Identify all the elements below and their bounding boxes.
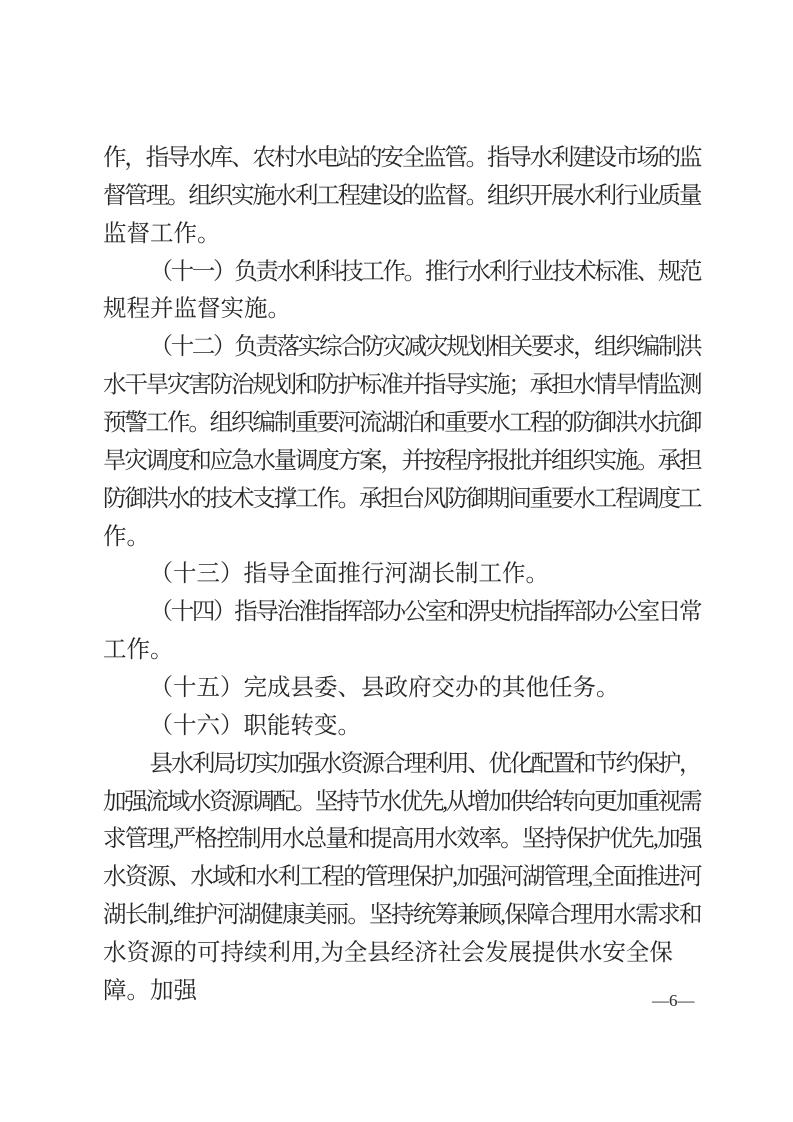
paragraph-item-14 — [103, 594, 700, 670]
text-line: 作，指导水库、农村水电站的安全监管。指导水利建设市场的监 — [103, 145, 700, 171]
text-line: 作。 — [103, 523, 150, 550]
paragraph-item-13 — [103, 556, 700, 594]
paragraph-closing — [103, 746, 700, 1011]
text-line: 监督工作。 — [103, 220, 221, 247]
text-line: （十二）负责落实综合防灾减灾规划相关要求，组织编制洪 — [149, 334, 700, 361]
text-line: 督管理。组织实施水利工程建设的监督。组织开展水利行业质量 — [103, 182, 700, 209]
text-line: 湖长制,维护河湖健康美丽。坚持统筹兼顾,保障合理用水需求和 — [103, 902, 700, 929]
paragraph-item-15 — [103, 670, 700, 708]
text-line: （十六）职能转变。 — [149, 712, 362, 739]
text-line: 防御洪水的技术支撑工作。承担台风防御期间重要水工程调度工 — [103, 485, 700, 512]
page-number: —6— — [652, 991, 695, 1010]
text-line: 工作。 — [103, 637, 174, 664]
paragraph-item-11 — [103, 254, 700, 330]
paragraph-item-12 — [103, 329, 700, 556]
text-line: 求管理,严格控制用水总量和提高用水效率。坚持保护优先,加强 — [103, 826, 700, 853]
text-line: 加强流域水资源调配。坚持节水优先,从增加供给转向更加重视需 — [103, 788, 700, 815]
text-line: （十五）完成县委、县政府交办的其他任务。 — [149, 675, 620, 702]
text-line: （十四）指导治淮指挥部办公室和淠史杭指挥部办公室日常 — [149, 599, 700, 626]
text-line: 规程并监督实施。 — [103, 296, 291, 323]
paragraph-item-16 — [103, 708, 700, 746]
text-line: 水干旱灾害防治规划和防护标准并指导实施；承担水情旱情监测 — [103, 372, 700, 399]
text-line: 旱灾调度和应急水量调度方案，并按程序报批并组织实施。承担 — [103, 447, 700, 474]
text-line: 县水利局切实加强水资源合理利用、优化配置和节约保护， — [149, 750, 700, 777]
text-line: （十三）指导全面推行河湖长制工作。 — [149, 561, 550, 588]
text-line: 水资源、水域和水利工程的管理保护,加强河湖管理,全面推进河 — [103, 864, 700, 891]
text-line: 水资源的可持续利用,为全县经济社会发展提供水安全保障。加强 — [103, 940, 673, 1004]
document-body — [103, 140, 700, 1011]
text-line: 预警工作。组织编制重要河流湖泊和重要水工程的防御洪水抗御 — [103, 410, 700, 437]
paragraph-continuation — [103, 140, 700, 254]
text-line: （十一）负责水利科技工作。推行水利行业技术标准、规范 — [149, 258, 700, 285]
